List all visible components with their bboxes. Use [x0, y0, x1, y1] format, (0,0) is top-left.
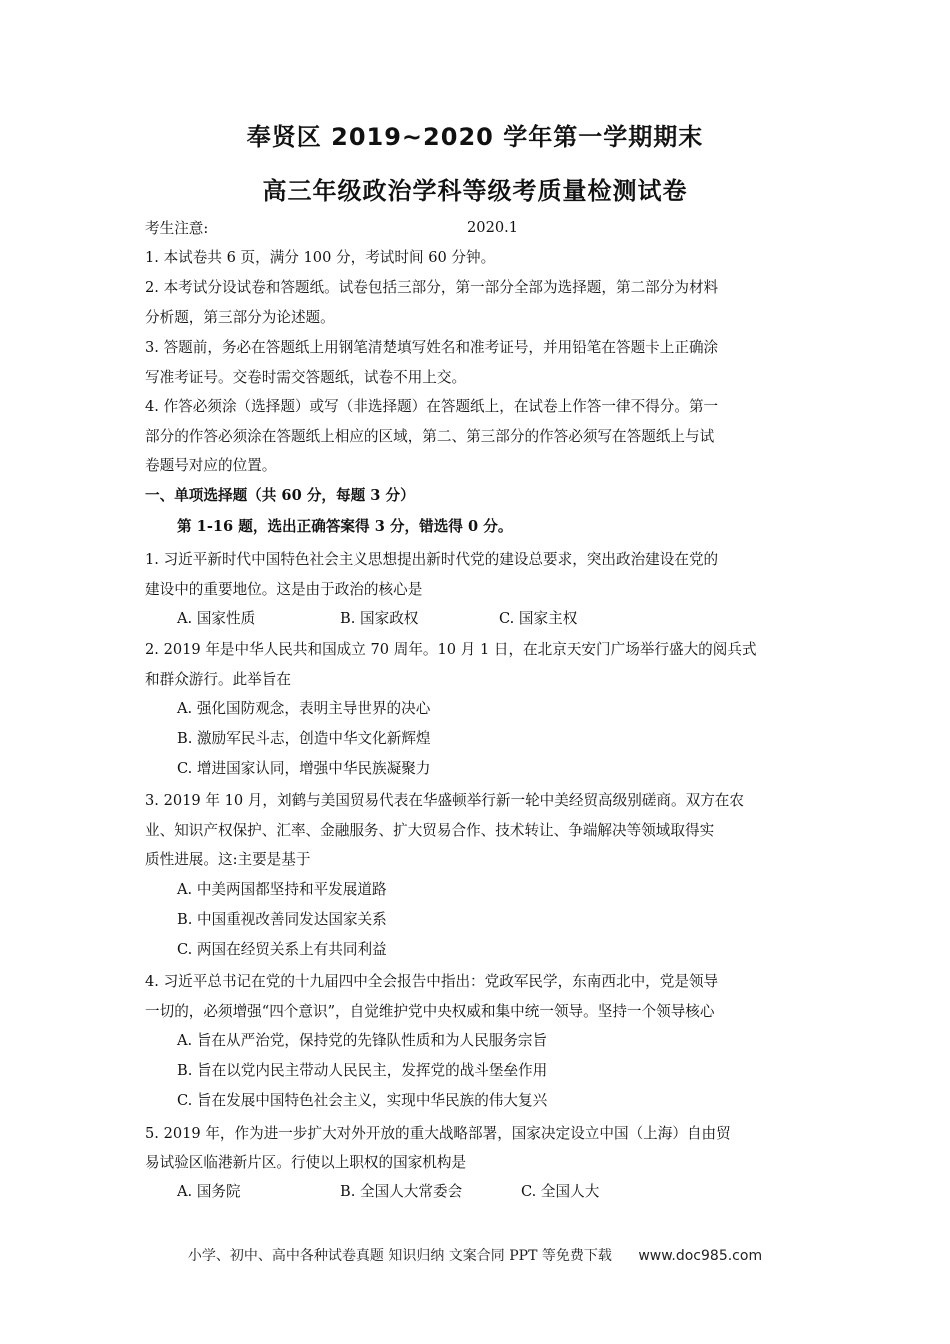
notice-4-line-3: 卷题号对应的位置。	[145, 457, 277, 474]
notice-2-line-2: 分析题，第三部分为论述题。	[145, 309, 335, 326]
notice-1: 1. 本试卷共 6 页，满分 100 分，考试时间 60 分钟。	[145, 249, 496, 266]
question-4-option-a[interactable]: A. 旨在从严治党，保持党的先锋队性质和为人民服务宗旨	[177, 1032, 548, 1049]
notice-label: 考生注意:	[145, 220, 209, 237]
question-3-option-a[interactable]: A. 中美两国都坚持和平发展道路	[177, 881, 387, 898]
question-2-option-c[interactable]: C. 增进国家认同，增强中华民族凝聚力	[177, 760, 431, 777]
notice-3-line-1: 3. 答题前，务必在答题纸上用钢笔清楚填写姓名和准考证号，并用铅笔在答题卡上正确涂	[145, 339, 719, 356]
question-4-line-1: 4. 习近平总书记在党的十九届四中全会报告中指出：党政军民学，东南西北中，党是领导	[145, 973, 719, 990]
question-1-option-c[interactable]: C. 国家主权	[499, 610, 578, 627]
question-4-line-2: 一切的，必须增强“四个意识”，自觉维护党中央权威和集中统一领导。坚持一个领导核心	[145, 1003, 715, 1020]
question-5-option-b[interactable]: B. 全国人大常委会	[340, 1183, 463, 1200]
question-1-line-2: 建设中的重要地位。这是由于政治的核心是	[145, 581, 423, 598]
question-1-line-1: 1. 习近平新时代中国特色社会主义思想提出新时代党的建设总要求，突出政治建设在党的	[145, 551, 719, 568]
notice-3-line-2: 写准考证号。交卷时需交答题纸，试卷不用上交。	[145, 369, 467, 386]
footer-text: 小学、初中、高中各种试卷真题 知识归纳 文案合同 PPT 等免费下载	[187, 1248, 612, 1264]
question-5-option-a[interactable]: A. 国务院	[177, 1183, 241, 1200]
question-2-line-1: 2. 2019 年是中华人民共和国成立 70 周年。10 月 1 日，在北京天安门广场举行盛大的阅兵式	[145, 641, 757, 658]
question-5-line-2: 易试验区临港新片区。行使以上职权的国家机构是	[145, 1154, 467, 1171]
question-3-line-2: 业、知识产权保护、汇率、金融服务、扩大贸易合作、技术转让、争端解决等领域取得实	[145, 822, 715, 839]
question-4-option-c[interactable]: C. 旨在发展中国特色社会主义，实现中华民族的伟大复兴	[177, 1092, 548, 1109]
question-3-line-3: 质性进展。这:主要是基于	[145, 851, 311, 868]
question-2-option-b[interactable]: B. 激励军民斗志，创造中华文化新辉煌	[177, 730, 431, 747]
notice-4-line-2: 部分的作答必须涂在答题纸上相应的区域，第二、第三部分的作答必须写在答题纸上与试	[145, 428, 715, 445]
question-5-option-c[interactable]: C. 全国人大	[521, 1183, 600, 1200]
question-4-option-b[interactable]: B. 旨在以党内民主带动人民民主，发挥党的战斗堡垒作用	[177, 1062, 548, 1079]
exam-title: 奉贤区 2019~2020 学年第一学期期末	[246, 123, 704, 151]
question-1-option-a[interactable]: A. 国家性质	[177, 610, 256, 627]
section-heading: 一、单项选择题（共 60 分，每题 3 分）	[145, 487, 415, 504]
question-2-option-a[interactable]: A. 强化国防观念，表明主导世界的决心	[177, 700, 431, 717]
page-footer	[0, 1245, 950, 1265]
exam-subtitle: 高三年级政治学科等级考质量检测试卷	[262, 177, 688, 205]
question-2-line-2: 和群众游行。此举旨在	[145, 671, 291, 688]
question-3-line-1: 3. 2019 年 10 月，刘鹤与美国贸易代表在华盛顿举行新一轮中美经贸高级别磋商。双方在农	[145, 792, 744, 809]
exam-date: 2020.1	[467, 219, 519, 236]
question-3-option-b[interactable]: B. 中国重视改善同发达国家关系	[177, 911, 387, 928]
footer-url[interactable]: www.doc985.com	[638, 1248, 763, 1264]
question-1-option-b[interactable]: B. 国家政权	[340, 610, 419, 627]
notice-2-line-1: 2. 本考试分设试卷和答题纸。试卷包括三部分，第一部分全部为选择题，第二部分为材料	[145, 279, 719, 296]
notice-4-line-1: 4. 作答必须涂（选择题）或写（非选择题）在答题纸上，在试卷上作答一律不得分。第一	[145, 398, 719, 415]
question-3-option-c[interactable]: C. 两国在经贸关系上有共同利益	[177, 941, 387, 958]
question-5-line-1: 5. 2019 年，作为进一步扩大对外开放的重大战略部署，国家决定设立中国（上海）自由贸	[145, 1125, 731, 1142]
section-instruction: 第 1-16 题，选出正确答案得 3 分，错选得 0 分。	[177, 518, 513, 535]
